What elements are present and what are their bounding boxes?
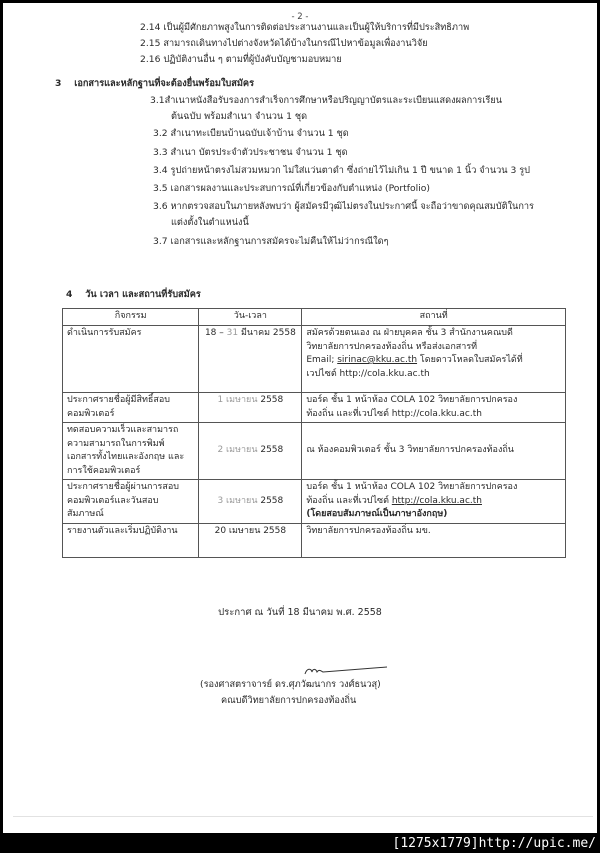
item-text: สำเนาหนังสือรับรองการสำเร็จการศึกษาหรือปริญญาบัตรและระเบียนแสดงผลการเรียน: [164, 95, 502, 106]
cell-date: [199, 326, 302, 393]
image-watermark: [1275x1779]http://upic.me/: [392, 836, 596, 851]
cell-place: [302, 523, 566, 557]
activity-line: ประกาศรายชื่อผู้ผ่านการสอบ: [67, 482, 179, 492]
item-3-6-cont: แต่งตั้งในตำแหน่งนี้: [171, 217, 249, 228]
item-text: รูปถ่ายหน้าตรงไม่สวมหมวก ไม่ใส่แว่นตาดำ ซึ่งถ่ายไว้ไม่เกิน 1 ปี ขนาด 1 นิ้ว จำนวน 3 รูป: [170, 165, 531, 176]
item-number: 3.7: [153, 236, 168, 247]
item-text: เป็นผู้มีศักยภาพสูงในการติดต่อประสานงานและเป็นผู้ให้บริการที่มีประสิทธิภาพ: [163, 22, 470, 33]
activity-line: รายงานตัวและเริ่มปฏิบัติงาน: [67, 525, 178, 536]
place-link-line: [306, 495, 561, 509]
header-activity: กิจกรรม: [63, 309, 199, 326]
cell-place: [302, 480, 566, 524]
cell-place: [302, 423, 566, 480]
item-3-2: [153, 128, 349, 140]
item-number: 2.14: [140, 22, 161, 33]
email-after: โดยดาวโหลดใบสมัครได้ที่: [417, 355, 523, 365]
section-3-heading: [55, 78, 254, 90]
item-3-7: [153, 236, 388, 248]
email-line: [306, 354, 561, 368]
place-link-prefix: ท้องถิ่น และที่เวปไซต์: [306, 495, 392, 506]
item-text: ปฏิบัติงานอื่น ๆ ตามที่ผู้บังคับบัญชามอบหมาย: [163, 54, 342, 65]
activity-line: เอกสารทั้งไทยและอังกฤษ และ: [67, 452, 185, 462]
header-place: สถานที่: [302, 309, 566, 326]
section-title: เอกสารและหลักฐานที่จะต้องยื่นพร้อมใบสมัคร: [74, 78, 255, 89]
section-4-heading: [66, 289, 201, 301]
item-3-5: [153, 183, 430, 195]
website-link[interactable]: http://cola.kku.ac.th: [391, 495, 482, 506]
item-number: 3.2: [153, 128, 168, 139]
email-label: Email;: [306, 355, 338, 365]
item-number: 2.16: [140, 54, 161, 65]
signatory-position: คณบดีวิทยาลัยการปกครองท้องถิ่น: [221, 695, 357, 706]
table-row: [63, 523, 566, 557]
item-3-6: [153, 201, 534, 213]
item-2-15: [140, 38, 428, 50]
activity-line: คอมพิวเตอร์และวันสอบ: [67, 495, 159, 506]
item-text: หากตรวจสอบในภายหลังพบว่า ผู้สมัครมีวุฒิไม่ตรงในประกาศนี้ จะถือว่าขาดคุณสมบัติในการ: [170, 201, 534, 212]
cell-date: [199, 423, 302, 480]
date-faded: 3 เมษายน: [217, 495, 258, 506]
item-text: สามารถเดินทางไปต่างจังหวัดได้บ้างในกรณีไปหาข้อมูลเพื่องานวิจัย: [163, 38, 428, 49]
item-3-3: [153, 147, 348, 159]
cell-date: [199, 393, 302, 423]
cell-activity: [63, 480, 199, 524]
activity-line: คอมพิวเตอร์: [67, 408, 115, 419]
activity-line: ดำเนินการรับสมัคร: [67, 328, 142, 338]
item-number: 3.1: [150, 95, 165, 106]
item-number: 3.6: [153, 201, 168, 212]
document-page: [3, 3, 597, 833]
item-number: 2.15: [140, 38, 161, 49]
item-text: สำเนาทะเบียนบ้านฉบับเจ้าบ้าน จำนวน 1 ชุด: [170, 128, 349, 139]
item-text: เอกสารและหลักฐานการสมัครจะไม่คืนให้ไม่ว่ากรณีใดๆ: [170, 236, 389, 247]
date-suffix: มีนาคม 2558: [238, 328, 296, 338]
table-row: [63, 423, 566, 480]
place-line: ณ ห้องคอมพิวเตอร์ ชั้น 3 วิทยาลัยการปกครองท้องถิ่น: [306, 445, 514, 456]
date-faded: 2 เมษายน: [217, 445, 258, 456]
item-number: 3.5: [153, 183, 168, 194]
place-line: วิทยาลัยการปกครองท้องถิ่น หรือส่งเอกสารที่: [306, 341, 478, 352]
item-3-1-cont: ต้นฉบับ พร้อมสำเนา จำนวน 1 ชุด: [171, 111, 308, 122]
table-row: [63, 393, 566, 423]
date-suffix: 2558: [257, 395, 284, 405]
page-bottom-line: [13, 816, 593, 817]
table-header-row: [63, 309, 566, 326]
place-line: ท้องถิ่น และที่เวปไซต์ http://cola.kku.ac.th: [306, 408, 482, 419]
place-line: สมัครด้วยตนเอง ณ ฝ่ายบุคคล ชั้น 3 สำนักงานคณบดี: [306, 328, 513, 338]
header-date: วัน-เวลา: [199, 309, 302, 326]
signature-icon: [303, 665, 389, 677]
date-prefix: 18 –: [204, 328, 227, 338]
announcement-date: ประกาศ ณ วันที่ 18 มีนาคม พ.ศ. 2558: [218, 607, 382, 618]
item-text: สำเนา บัตรประจำตัวประชาชน จำนวน 1 ชุด: [170, 147, 348, 158]
item-number: 3.4: [153, 165, 168, 176]
item-text: เอกสารผลงานและประสบการณ์ที่เกี่ยวข้องกับตำแหน่ง (Portfolio): [170, 183, 430, 194]
section-title: วัน เวลา และสถานที่รับสมัคร: [85, 289, 201, 300]
activity-line: ทดสอบความเร็วและสามารถ: [67, 425, 179, 435]
schedule-table: [62, 308, 566, 558]
cell-place: [302, 326, 566, 393]
activity-line: สัมภาษณ์: [67, 509, 104, 519]
date-suffix: 2558: [257, 495, 284, 506]
activity-line: การใช้คอมพิวเตอร์: [67, 465, 141, 476]
activity-line: ความสามารถในการพิมพ์: [67, 438, 165, 449]
cell-date: 20 เมษายน 2558: [199, 523, 302, 557]
website-line: เวปไซต์ http://cola.kku.ac.th: [306, 368, 430, 379]
item-3-4: [153, 165, 530, 177]
item-2-14: [140, 22, 469, 34]
date-suffix: 2558: [257, 445, 284, 456]
item-number: 3.3: [153, 147, 168, 158]
date-faded: 1 เมษายน: [217, 395, 258, 405]
item-2-16: [140, 54, 342, 66]
date-faded: 31: [226, 328, 239, 338]
table-row: [63, 326, 566, 393]
place-line: บอร์ด ชั้น 1 หน้าห้อง COLA 102 วิทยาลัยการปกครอง: [306, 395, 518, 405]
section-number: 4: [66, 289, 73, 300]
signatory-name: (รองศาสตราจารย์ ดร.ศุภวัฒนากร วงศ์ธนวสุ): [200, 679, 381, 690]
place-line: บอร์ด ชั้น 1 หน้าห้อง COLA 102 วิทยาลัยการปกครอง: [306, 482, 518, 492]
cell-activity: [63, 393, 199, 423]
section-number: 3: [55, 78, 62, 89]
page-number: - 2 -: [291, 12, 309, 22]
activity-line: ประกาศรายชื่อผู้มีสิทธิ์สอบ: [67, 395, 171, 405]
cell-date: [199, 480, 302, 524]
interview-note: (โดยสอบสัมภาษณ์เป็นภาษาอังกฤษ): [306, 509, 448, 519]
cell-activity: [63, 326, 199, 393]
cell-activity: [63, 523, 199, 557]
cell-place: [302, 393, 566, 423]
place-line: วิทยาลัยการปกครองท้องถิ่น มข.: [306, 525, 431, 536]
email-link[interactable]: sirinac@kku.ac.th: [337, 355, 418, 365]
table-row: [63, 480, 566, 524]
cell-activity: [63, 423, 199, 480]
item-3-1: [150, 95, 502, 107]
